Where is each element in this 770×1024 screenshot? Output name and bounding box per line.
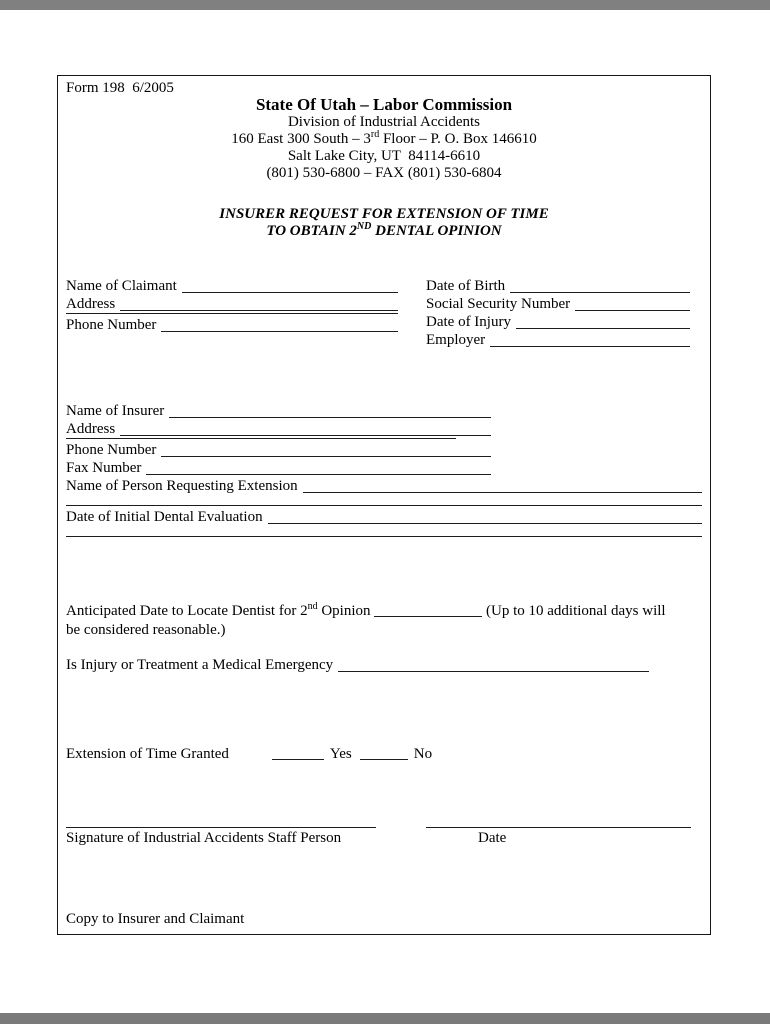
anticipated-label-post: Opinion — [317, 603, 371, 619]
agency-address — [66, 131, 702, 148]
emergency-label: Is Injury or Treatment a Medical Emergency — [66, 657, 334, 673]
form-title-line2-sup: ND — [356, 221, 372, 232]
extension-no-label: No — [413, 746, 433, 762]
signature-date-label: Date — [478, 830, 507, 846]
claimant-name-row — [66, 277, 398, 295]
eval-date-row — [66, 508, 702, 526]
emergency-row — [66, 656, 649, 674]
ssn-label: Social Security Number — [426, 296, 571, 312]
anticipated-note-line2: be considered reasonable.) — [66, 622, 226, 638]
signature-section — [66, 819, 702, 847]
form-number: Form 198 6/2005 — [66, 80, 174, 96]
insurer-fax-field[interactable] — [146, 459, 491, 475]
insurer-phone-row — [66, 441, 491, 459]
scan-edge-bottom — [0, 1013, 770, 1024]
signature-column — [66, 819, 376, 847]
extension-row — [66, 745, 702, 763]
employer-field[interactable] — [490, 331, 690, 347]
insurer-address2-field[interactable] — [66, 438, 456, 439]
injury-date-field[interactable] — [516, 313, 690, 329]
requester-field[interactable] — [303, 477, 702, 493]
signature-date-column — [426, 819, 691, 847]
extension-label: Extension of Time Granted — [66, 746, 229, 762]
requester-label: Name of Person Requesting Extension — [66, 478, 298, 494]
agency-address-sup: rd — [370, 129, 380, 140]
insurer-phone-field[interactable] — [161, 441, 491, 457]
insurer-phone-label: Phone Number — [66, 442, 157, 458]
form-container — [57, 75, 711, 935]
claimant-section — [66, 277, 702, 349]
anticipated-line1 — [66, 602, 702, 621]
claimant-name-label: Name of Claimant — [66, 278, 177, 294]
employer-row — [426, 331, 690, 349]
requester-row — [66, 477, 702, 495]
form-inner — [58, 76, 710, 934]
claimant-phone-label: Phone Number — [66, 317, 157, 333]
form-title — [66, 206, 702, 240]
employer-label: Employer — [426, 332, 486, 348]
anticipated-note-line1: (Up to 10 additional days will — [486, 603, 666, 619]
dob-field[interactable] — [510, 277, 690, 293]
insurer-section — [66, 402, 702, 537]
insurer-name-field[interactable] — [169, 402, 491, 418]
claimant-right-column — [426, 277, 690, 349]
eval-continuation-field[interactable] — [66, 528, 702, 537]
agency-phone: (801) 530-6800 – FAX (801) 530-6804 — [266, 165, 502, 181]
dob-row — [426, 277, 690, 295]
anticipated-label-pre: Anticipated Date to Locate Dentist for 2 — [66, 603, 308, 619]
signature-field[interactable] — [66, 819, 376, 828]
agency-header — [66, 96, 702, 182]
insurer-address-field[interactable] — [120, 420, 491, 436]
agency-title: State Of Utah – Labor Commission — [255, 95, 513, 114]
dob-label: Date of Birth — [426, 278, 506, 294]
eval-date-label: Date of Initial Dental Evaluation — [66, 509, 263, 525]
claimant-address-row — [66, 295, 398, 313]
ssn-field[interactable] — [575, 295, 690, 311]
agency-address-post: Floor – P. O. Box 146610 — [379, 131, 537, 147]
form-title-line1: INSURER REQUEST FOR EXTENSION OF TIME — [219, 206, 549, 222]
anticipated-label-sup: nd — [307, 601, 318, 612]
eval-date-field[interactable] — [268, 508, 702, 524]
form-title-line2-pre: TO OBTAIN 2 — [266, 223, 357, 239]
insurer-fax-label: Fax Number — [66, 460, 142, 476]
extension-yes-field[interactable] — [272, 746, 324, 760]
form-title-line2-post: DENTAL OPINION — [371, 223, 502, 239]
insurer-name-label: Name of Insurer — [66, 403, 165, 419]
insurer-name-row — [66, 402, 491, 420]
signature-date-field[interactable] — [426, 819, 691, 828]
scan-edge-top — [0, 0, 770, 10]
emergency-field[interactable] — [338, 656, 649, 672]
agency-city: Salt Lake City, UT 84114-6610 — [287, 148, 481, 164]
claimant-address-field[interactable] — [120, 295, 398, 311]
anticipated-date-field[interactable] — [374, 603, 482, 617]
form-title-line2 — [66, 223, 702, 240]
extension-no-field[interactable] — [360, 746, 408, 760]
extension-yes-label: Yes — [329, 746, 352, 762]
agency-division: Division of Industrial Accidents — [287, 114, 481, 130]
copy-note: Copy to Insurer and Claimant — [66, 911, 245, 927]
agency-address-pre: 160 East 300 South – 3 — [231, 131, 371, 147]
insurer-address-label: Address — [66, 421, 116, 437]
injury-date-row — [426, 313, 690, 331]
insurer-fax-row — [66, 459, 491, 477]
claimant-address-label: Address — [66, 296, 116, 312]
signature-label: Signature of Industrial Accidents Staff Person — [66, 830, 342, 846]
claimant-name-field[interactable] — [182, 277, 398, 293]
anticipated-section — [66, 602, 702, 640]
ssn-row — [426, 295, 690, 313]
insurer-address-row — [66, 420, 491, 438]
claimant-phone-row — [66, 316, 398, 334]
requester-continuation-field[interactable] — [66, 497, 702, 506]
claimant-address2-field[interactable] — [66, 313, 398, 314]
claimant-phone-field[interactable] — [161, 316, 398, 332]
claimant-left-column — [66, 277, 398, 349]
injury-date-label: Date of Injury — [426, 314, 511, 330]
